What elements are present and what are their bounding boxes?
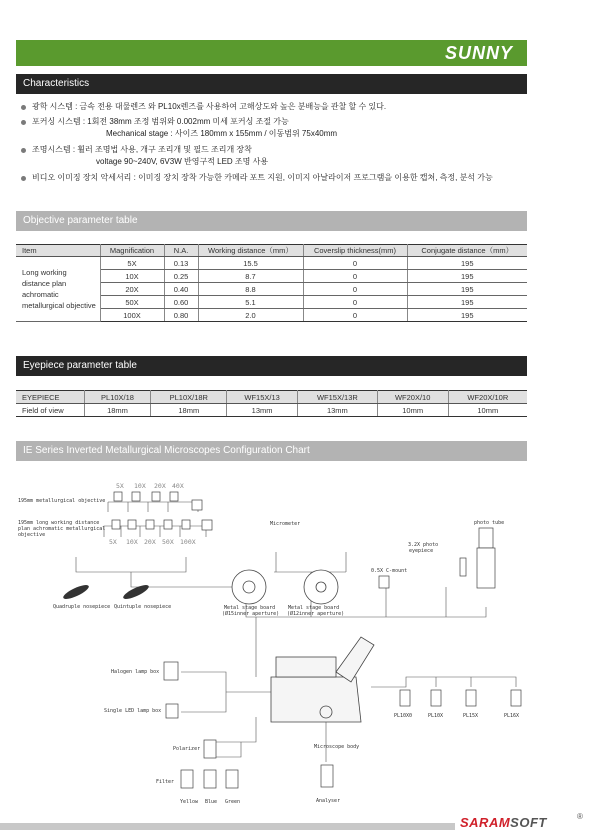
led-lamp-icon — [166, 704, 178, 718]
eyepiece-icon — [431, 690, 441, 706]
bottom-mag-label: 10X — [126, 538, 138, 546]
obj195-label: 195mm metallurgical objective — [18, 498, 106, 504]
bullet-voltage: voltage 90~240V, 6V3W 반영구적 LED 조명 사용 — [96, 157, 269, 166]
connector-lines — [211, 717, 256, 742]
eyepiece-header: WF20X/10 — [377, 391, 448, 404]
table-cell: 195 — [407, 296, 527, 309]
table-row — [16, 404, 527, 417]
objective-item-cell — [16, 257, 100, 322]
connector-lines — [76, 557, 226, 587]
logo-part-a: SARAM — [460, 815, 511, 830]
eyepiece-label: PL10X — [428, 713, 444, 719]
eyepiece-header: WF15X/13 — [227, 391, 298, 404]
objective-icon — [164, 520, 172, 529]
photo-tube-label: photo tube — [474, 520, 505, 526]
table-cell: 0.80 — [164, 309, 198, 322]
filter-label: Filter — [156, 779, 175, 785]
halogen-lamp-icon — [164, 662, 178, 680]
photo-tube-icon — [479, 528, 493, 548]
photo-eyepiece-label: 3.2X photo — [408, 542, 439, 548]
table-cell: 195 — [407, 257, 527, 270]
brand-name: SUNNY — [444, 43, 513, 63]
bullet-optical: 광학 시스템 : 금속 전용 대물렌즈 와 PL10x렌즈를 사용하여 고해상도와 높은 분배능을 관찰 할 수 있다. — [20, 101, 520, 114]
bullet-stage: Mechanical stage : 사이즈 180mm x 155mm / 이동범위 75x40mm — [106, 129, 338, 138]
connector-lines — [371, 677, 516, 687]
quadruple-label: Quadruple nosepiece — [53, 604, 111, 610]
top-mag-label: 10X — [134, 482, 146, 490]
top-mag-label: 40X — [172, 482, 184, 490]
stage1-label: Metal stage board — [224, 605, 276, 611]
objective-table — [16, 244, 527, 322]
analyser-label: Analyser — [316, 798, 341, 804]
objective-icon — [152, 492, 160, 501]
eyepiece-header: PL10X/18R — [151, 391, 227, 404]
eyepiece-table — [16, 390, 527, 417]
top-mag-label: 5X — [116, 482, 124, 490]
filter-icon — [181, 770, 193, 788]
table-cell: 100X — [100, 309, 164, 322]
eyepiece-header-row — [16, 391, 527, 404]
filter-icon — [226, 770, 238, 788]
table-cell: 15.5 — [198, 257, 303, 270]
section-objective: Objective parameter table — [16, 211, 527, 231]
stage-aperture-icon — [243, 581, 255, 593]
table-cell: 0.60 — [164, 296, 198, 309]
objective-header: Magnification — [100, 245, 164, 257]
table-cell: 0 — [303, 309, 407, 322]
table-cell: 195 — [407, 309, 527, 322]
eyepiece-header: PL10X/18 — [84, 391, 151, 404]
table-cell: 0 — [303, 257, 407, 270]
table-cell: 13mm — [298, 404, 378, 417]
table-cell: 10mm — [377, 404, 448, 417]
section-characteristics: Characteristics — [16, 74, 527, 94]
objective-icon — [182, 520, 190, 529]
microscope-body-icon — [271, 677, 361, 722]
table-cell: 0 — [303, 283, 407, 296]
objective-icon — [146, 520, 154, 529]
analyser-icon — [321, 765, 333, 787]
table-cell: 195 — [407, 270, 527, 283]
connector-lines — [181, 672, 226, 712]
nosepiece-icon — [62, 582, 151, 601]
objective-header-row — [16, 245, 527, 257]
table-cell: 0.13 — [164, 257, 198, 270]
filter-color-label: Yellow — [180, 799, 199, 805]
halogen-label: Halogen lamp box — [111, 669, 160, 675]
objective-icon — [114, 492, 122, 501]
top-mag-label: 20X — [154, 482, 166, 490]
led-label: Single LED lamp box — [104, 708, 162, 714]
eyepiece-header: WF20X/10R — [448, 391, 527, 404]
table-cell: 8.8 — [198, 283, 303, 296]
objective-header: Conjugate distance（mm） — [407, 245, 527, 257]
item-line: achromatic — [22, 290, 59, 299]
table-cell: 8.7 — [198, 270, 303, 283]
table-cell: Field of view — [16, 404, 84, 417]
objective-icon — [170, 492, 178, 501]
bottom-mag-label: 20X — [144, 538, 156, 546]
table-cell: 50X — [100, 296, 164, 309]
photo-tube-icon — [477, 548, 495, 588]
eyepiece-label: PL15X — [463, 713, 479, 719]
table-cell: 10mm — [448, 404, 527, 417]
table-cell: 0.25 — [164, 270, 198, 283]
section-eyepiece: Eyepiece parameter table — [16, 356, 527, 376]
objective-icon — [128, 520, 136, 529]
eyepiece-label: PL10X0 — [394, 713, 413, 719]
table-row — [16, 257, 527, 270]
stage2-label: Metal stage board — [288, 605, 340, 611]
characteristics-list — [20, 101, 520, 184]
objective-icon — [132, 492, 140, 501]
eyepiece-header: EYEPIECE — [16, 391, 84, 404]
table-cell: 0 — [303, 296, 407, 309]
obj-long-label: 195mm long working distance — [18, 520, 100, 526]
quintuple-label: Quintuple nosepiece — [114, 604, 172, 610]
table-cell: 5.1 — [198, 296, 303, 309]
item-line: Long working — [22, 268, 67, 277]
footer-bar — [0, 823, 455, 830]
table-cell: 18mm — [151, 404, 227, 417]
section-config: IE Series Inverted Metallurgical Microscopes Configuration Chart — [16, 441, 527, 461]
obj-long-label: objective — [18, 532, 46, 538]
c-mount-icon — [379, 576, 389, 588]
configuration-chart — [16, 472, 527, 812]
table-cell: 0.40 — [164, 283, 198, 296]
objective-header: Coverslip thickness(mm) — [303, 245, 407, 257]
objective-header: Working distance（mm） — [198, 245, 303, 257]
table-cell: 13mm — [227, 404, 298, 417]
table-cell: 2.0 — [198, 309, 303, 322]
objective-icon — [112, 520, 120, 529]
objective-icon — [192, 500, 202, 510]
filter-color-label: Blue — [205, 799, 218, 805]
table-cell: 20X — [100, 283, 164, 296]
eyepiece-label: PL16X — [504, 713, 520, 719]
obj-long-label: plan achromatic metallurgical — [18, 526, 106, 532]
photo-eyepiece-label: eyepiece — [409, 548, 434, 554]
micrometer-label: Micrometer — [270, 521, 301, 527]
stage-aperture-icon — [316, 582, 326, 592]
logo-part-b: SOFT — [510, 815, 547, 830]
table-cell: 18mm — [84, 404, 151, 417]
brand-bar — [16, 40, 527, 66]
filter-icon — [204, 770, 216, 788]
item-line: metallurgical objective — [22, 301, 96, 310]
eyepiece-icon — [511, 690, 521, 706]
table-cell: 195 — [407, 283, 527, 296]
polarizer-icon — [204, 740, 216, 758]
table-cell: 0 — [303, 270, 407, 283]
item-line: distance plan — [22, 279, 67, 288]
objective-icon — [202, 520, 212, 530]
footer-logo — [460, 815, 547, 830]
registered-mark: ® — [577, 812, 583, 821]
microscope-stage-icon — [276, 657, 336, 677]
objective-header: N.A. — [164, 245, 198, 257]
bullet-focusing: 포커싱 시스템 : 1회전 38mm 조정 범위와 0.002mm 미세 포커싱 조절 가능 — [20, 116, 520, 129]
table-cell: 5X — [100, 257, 164, 270]
stage1-label: (Ø15inner aperture) — [222, 611, 280, 617]
configuration-diagram — [16, 472, 527, 812]
eyepiece-header: WF15X/13R — [298, 391, 378, 404]
bullet-illumination: 조명시스템 : 휠러 조명법 사용, 개구 조리개 및 필드 조리개 장착 — [20, 144, 520, 157]
polarizer-label: Polarizer — [173, 746, 201, 752]
body-label: Microscope body — [314, 744, 360, 750]
stage2-label: (Ø12inner aperture) — [287, 611, 345, 617]
connector-lines — [108, 502, 198, 512]
bottom-mag-label: 5X — [109, 538, 117, 546]
focus-knob-icon — [320, 706, 332, 718]
binocular-head-icon — [336, 637, 374, 682]
table-cell: 10X — [100, 270, 164, 283]
c-mount-label: 0.5X C-mount — [371, 568, 408, 574]
bullet-video: 비디오 이미징 장치 악세서리 : 이미징 장치 장착 가능한 카메라 포트 지원, 이미지 아날라이저 프로그램을 이용한 캡쳐, 측정, 분석 가능 — [20, 172, 520, 185]
photo-eyepiece-icon — [460, 558, 466, 576]
bottom-mag-label: 50X — [162, 538, 174, 546]
filter-color-label: Green — [225, 799, 241, 805]
eyepiece-icon — [400, 690, 410, 706]
eyepiece-icon — [466, 690, 476, 706]
objective-header: Item — [16, 245, 100, 257]
bottom-mag-label: 100X — [180, 538, 196, 546]
